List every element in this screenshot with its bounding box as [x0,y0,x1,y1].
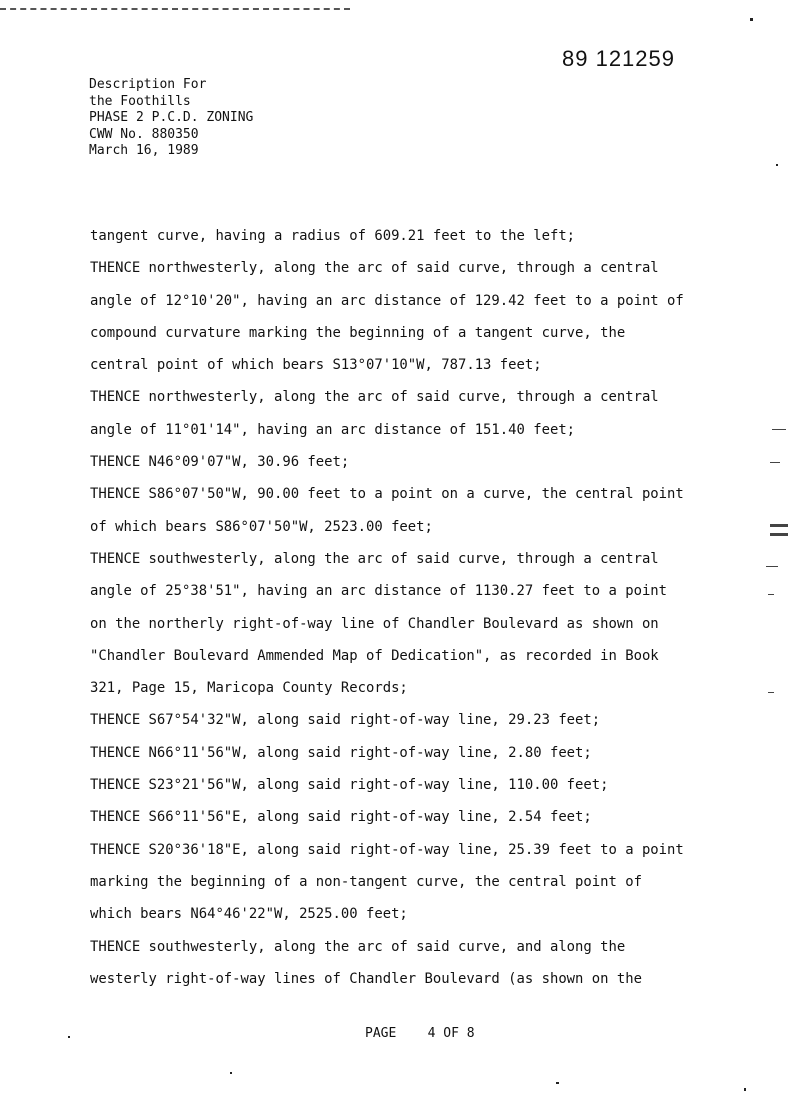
scan-speck [556,1082,559,1084]
body-line: angle of 12°10'20", having an arc distance of 129.42 feet to a point of [90,292,684,309]
body-line: THENCE northwesterly, along the arc of said curve, through a central [90,260,659,277]
body-line: THENCE S86°07'50"W, 90.00 feet to a point on a curve, the central point [90,486,684,503]
header-line: CWW No. 880350 [89,126,199,142]
description-header [89,77,253,160]
body-line: 321, Page 15, Maricopa County Records; [90,680,408,697]
body-line: on the northerly right-of-way line of Chandler Boulevard as shown on [90,615,659,632]
scan-artifact-rule [0,8,350,10]
scan-speck [744,1088,746,1091]
body-line: THENCE S67°54'32"W, along said right-of-way line, 29.23 feet; [90,712,601,729]
legal-description-body [90,226,790,1001]
body-line: THENCE S20°36'18"E, along said right-of-way line, 25.39 feet to a point [90,841,684,858]
body-line: THENCE N46°09'07"W, 30.96 feet; [90,454,350,471]
body-line: THENCE S66°11'56"E, along said right-of-way line, 2.54 feet; [90,809,592,826]
body-line: of which bears S86°07'50"W, 2523.00 feet; [90,518,433,535]
body-line: THENCE northwesterly, along the arc of said curve, through a central [90,389,659,406]
body-line: THENCE southwesterly, along the arc of said curve, through a central [90,550,659,567]
header-line: March 16, 1989 [89,143,199,158]
page-label: PAGE [365,1026,397,1041]
document-number: 89 121259 [562,46,675,71]
body-line: "Chandler Boulevard Ammended Map of Dedication", as recorded in Book [90,647,659,664]
body-line: marking the beginning of a non-tangent curve, the central point of [90,873,642,890]
body-line: compound curvature marking the beginning of a tangent curve, the [90,324,626,341]
body-line: THENCE N66°11'56"W, along said right-of-way line, 2.80 feet; [90,744,592,761]
body-line: THENCE S23°21'56"W, along said right-of-way line, 110.00 feet; [90,777,609,794]
scan-speck [750,18,753,21]
header-line: PHASE 2 P.C.D. ZONING [89,110,254,125]
header-line: Description For [89,77,207,92]
body-line: which bears N64°46'22"W, 2525.00 feet; [90,906,408,923]
scan-speck [230,1072,232,1074]
scan-speck [68,1036,70,1038]
page-indicator [365,1026,475,1041]
body-line: westerly right-of-way lines of Chandler Boulevard (as shown on the [90,970,642,987]
body-line: angle of 25°38'51", having an arc distance of 1130.27 feet to a point [90,583,668,600]
header-line: the Foothills [89,93,191,109]
page-number: 4 OF 8 [427,1026,475,1041]
body-line: tangent curve, having a radius of 609.21 feet to the left; [90,228,576,244]
scan-speck [776,164,778,166]
body-line: central point of which bears S13°07'10"W, 787.13 feet; [90,357,542,374]
body-line: THENCE southwesterly, along the arc of said curve, and along the [90,938,626,955]
body-line: angle of 11°01'14", having an arc distance of 151.40 feet; [90,421,576,438]
